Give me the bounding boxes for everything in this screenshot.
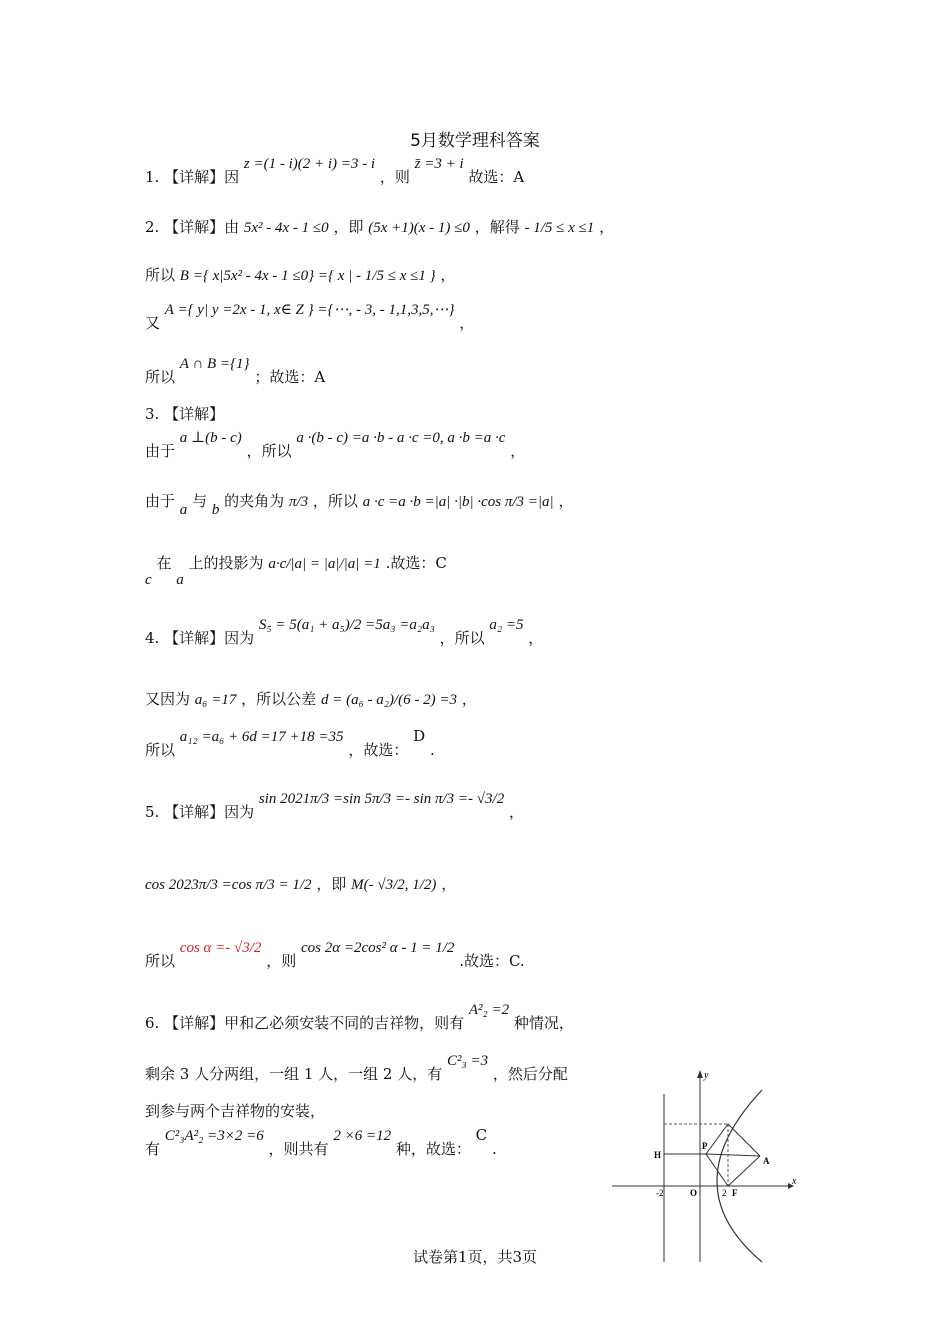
parabola-curve [717,1090,762,1262]
q4-end: ， [528,629,544,647]
q2-set-b: B ={ x|5x² - 4x - 1 ≤0} ={ x | - 1/5 ≤ x ≤1 } [179,268,436,284]
q6-line-1 [145,1002,574,1033]
q6-line-3 [145,1100,325,1121]
q2-end: ， [599,218,615,236]
q2-line-2 [145,264,455,285]
q3-l2-end: ， [558,492,574,510]
q6-l3: 到参与两个吉祥物的安装， [145,1102,326,1120]
q6-l4-mid: ，则共有 [268,1140,329,1158]
q4-line-1 [145,617,544,648]
q4-l2-lead: 又因为 [145,690,191,708]
q5-sine: sin 2021π/3 =sin 5π/3 =- sin π/3 =- √3/2 [258,791,505,807]
q4-difference: d = (a₆ - a₂)/(6 - 2) =3 [320,692,458,708]
q5-line-2 [145,873,456,894]
q3-lead-line [145,403,224,424]
q5-cosine: cos 2023π/3 =cos π/3 = 1/2 [145,877,312,893]
label-o: O [690,1188,698,1198]
segment-p-top [706,1124,728,1154]
q3-line-1 [145,430,526,461]
q3-l1-end: ， [510,442,526,460]
q3-angle: π/3 [288,494,309,510]
q4-l3-end: . [429,741,435,759]
y-axis-arrow [697,1070,703,1078]
q2-factored: (5x +1)(x - 1) ≤0 [368,220,470,236]
q3-l2-mid: 的夹角为 [224,492,285,510]
q5-line-3 [145,940,525,971]
q2-lead: 2. 【详解】由 [145,218,240,236]
q5-l2-mid: ，即 [316,875,347,893]
q3-line-3 [145,552,447,588]
q6-l4-lead: 有 [145,1140,161,1158]
label-neg2: -2 [656,1188,664,1198]
q6-l2-lead: 剩余 3 人分两组，一组 1 人，一组 2 人，有 [145,1065,443,1083]
q6-l4-end: . [491,1140,497,1158]
q2-answer: ；故选：A [254,368,326,386]
q1-line [145,156,525,187]
q1-mid: ，则 [379,168,410,186]
q2-l2-lead: 所以 [145,266,176,284]
q3-dot-product: a ·(b - c) =a ·b - a ·c =0, a ·b =a ·c [296,430,506,446]
q2-l2-end: ， [440,266,456,284]
q3-answer: .故选：C [385,554,447,572]
q4-a6: a₆ =17 [194,692,237,708]
label-h: H [654,1150,662,1160]
q6-arrangement: A²₂ =2 [468,1002,510,1018]
q3-lead: 3. 【详解】 [145,405,225,423]
q2-solution: - 1/5 ≤ x ≤1 [524,220,595,236]
x-axis-label: x [792,1176,797,1187]
q4-answer: D [413,727,426,745]
q1-formula-zbar: z̄ =3 + i [414,156,464,172]
q5-lead: 5. 【详解】因为 [145,803,255,821]
q6-line-2 [145,1053,568,1084]
q1-answer: 故选：A [468,168,525,186]
q2-intersection: A ∩ B ={1} [179,356,250,372]
q3-vector-a2: a [176,572,184,588]
q5-point-m: M(- √3/2, 1/2) [351,877,437,893]
label-p: P [702,1141,708,1151]
q6-line-4 [145,1126,497,1159]
q4-line-2 [145,688,477,709]
q4-a2: a₂ =5 [489,617,524,633]
q4-lead: 4. 【详解】因为 [145,629,255,647]
q3-l2-lead: 由于 [145,492,176,510]
q3-magnitude: a ·c =a ·b =|a| ·|b| ·cos π/3 =|a| [362,494,554,510]
q6-end: 种情况， [513,1014,574,1032]
q5-l2-end: ， [441,875,457,893]
q4-line-3 [145,727,435,760]
label-a: A [763,1156,770,1166]
q4-sum: S₅ = 5(a₁ + a₅)/2 =5a₃ =a₂a₃ [258,617,435,633]
q3-with: 与 [192,492,208,510]
q2-mid2: ，解得 [474,218,520,236]
label-2: 2 [722,1188,727,1198]
q3-vector-a: a [179,502,188,518]
q5-line-1 [145,791,524,822]
q2-line-3 [145,302,475,333]
q5-cos-2alpha: cos 2α =2cos² α - 1 = 1/2 [301,940,455,956]
q3-at: 在 [156,554,172,572]
q4-a12: a₁₂ =a₆ + 6d =17 +18 =35 [179,729,344,745]
q1-formula-z: z =(1 - i)(2 + i) =3 - i [243,156,376,172]
y-axis-label: y [704,1070,709,1081]
q4-l3-mid: ，故选： [348,741,409,759]
q3-l1-lead: 由于 [145,442,176,460]
segment-pa [706,1154,760,1156]
q4-l2-mid: ，所以公差 [241,690,317,708]
q1-lead: 1. 【详解】因 [145,168,240,186]
parabola-diagram [612,1064,802,1264]
q5-end: ， [508,803,524,821]
q4-mid: ，所以 [439,629,485,647]
q6-combination: C²₃ =3 [447,1053,489,1069]
q6-l2-end: ，然后分配 [492,1065,568,1083]
q5-l3-lead: 所以 [145,952,176,970]
q2-line-1 [145,216,614,237]
q6-lead: 6. 【详解】甲和乙必须安装不同的吉祥物，则有 [145,1014,465,1032]
q3-vector-b: b [211,502,220,518]
page-footer: 试卷第1页，共3页 [412,1248,538,1266]
q2-l3-end: ， [459,314,475,332]
q6-product: C²₃A²₂ =3×2 =6 [164,1128,264,1144]
q2-inequality: 5x² - 4x - 1 ≤0 [243,220,329,236]
q3-l2-mid2: ，所以 [312,492,358,510]
q3-vector-c: c [145,572,152,588]
q5-cos-alpha: cos α =- √3/2 [179,940,262,956]
q2-line-4 [145,356,326,387]
q3-line-2 [145,490,574,518]
q6-total: 2 ×6 =12 [333,1128,392,1144]
q5-answer: .故选：C. [459,952,525,970]
q3-perpendicular: a ⊥(b - c) [179,430,242,446]
label-f: F [732,1188,738,1198]
q2-l3-lead: 又 [145,314,161,332]
page-title: 5月数学理科答案 [410,131,540,151]
q2-mid1: ，即 [333,218,364,236]
q6-l4-mid2: 种，故选： [395,1140,471,1158]
segment-top-a [728,1124,760,1156]
q4-l3-lead: 所以 [145,741,176,759]
q3-projection: a·c/|a| = |a|/|a| =1 [268,556,381,572]
segment-a-f [728,1156,760,1186]
q2-set-a: A ={ y| y =2x - 1, x∈ Z } ={⋯, - 3, - 1,1,3,5,⋯} [164,302,455,318]
q3-l3-mid: 上的投影为 [188,554,264,572]
q5-l3-mid: ，则 [266,952,297,970]
q4-l2-end: ， [461,690,477,708]
q2-l4-lead: 所以 [145,368,176,386]
q6-answer: C [475,1126,488,1144]
q3-l1-mid: ，所以 [246,442,292,460]
